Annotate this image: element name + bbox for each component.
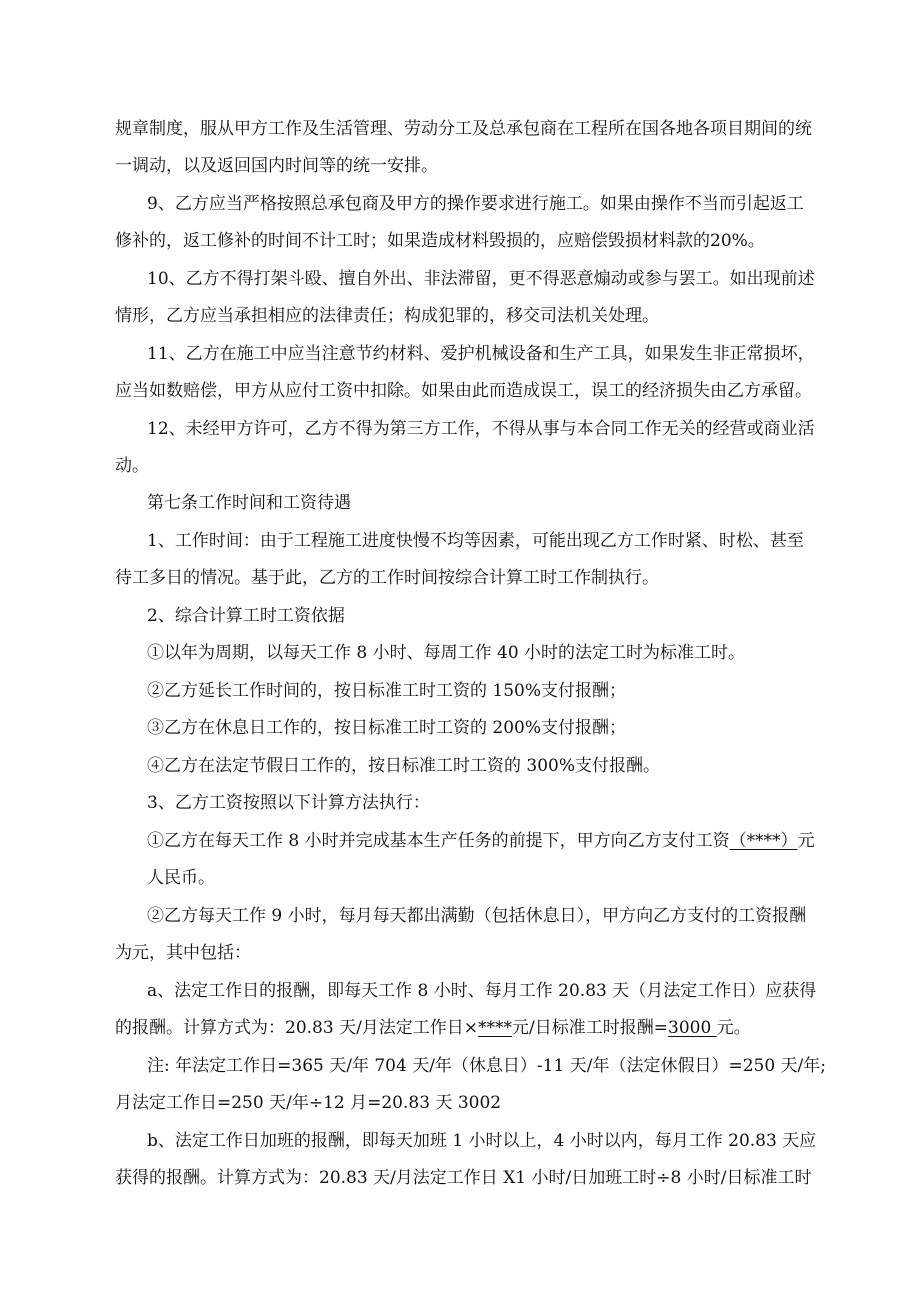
item-b-line: b、法定工作日加班的报酬，即每天加班 1 小时以上，4 小时以内，每月工作 20.83 天应 [147, 1131, 817, 1151]
clause-9-line: 修补的，返工修补的时间不计工时；如果造成材料毁损的，应赔偿毁损材料款的20%。 [115, 231, 765, 251]
work-time-line: 待工多日的情况。基于此，乙方的工作时间按综合计算工时工作制执行。 [115, 568, 659, 588]
wage-basis-item: ④乙方在法定节假日工作的，按日标准工时工资的 300%支付报酬。 [147, 756, 661, 776]
wage-calc-item-1 [147, 830, 920, 852]
clause-10-line: 10、乙方不得打架斗殴、擅自外出、非法滞留，更不得恶意煽动或参与罢工。如出现前述 [147, 269, 815, 289]
item-a-line [115, 1017, 920, 1039]
line-text: ①乙方在每天工作 8 小时并完成基本生产任务的前提下，甲方向乙方支付工资 [147, 831, 730, 851]
clause-11-line: 应当如数赔偿，甲方从应付工资中扣除。如果由此而造成误工，误工的经济损失由乙方承留。 [115, 381, 812, 401]
clause-12-line: 动。 [115, 456, 149, 476]
line-text: 的报酬。计算方式为：20.83 天/月法定工作日× [115, 1018, 479, 1038]
item-a-line: a、法定工作日的报酬，即每天工作 8 小时、每月工作 20.83 天（月法定工作日）应获得 [147, 981, 817, 1001]
wage-basis-heading: 2、综合计算工时工资依据 [147, 606, 345, 626]
wage-calc-item-1: 人民币。 [147, 868, 215, 888]
line-text: 元。 [716, 1018, 751, 1038]
clause-10-line: 情形，乙方应当承担相应的法律责任；构成犯罪的，移交司法机关处理。 [115, 306, 659, 326]
wage-amount-blank: （****） [729, 831, 798, 851]
wage-calc-item-2: ②乙方每天工作 9 小时，每月每天都出满勤（包括休息日），甲方向乙方支付的工资报酬 [147, 906, 807, 926]
paragraph-line: 一调动，以及返回国内时间等的统一安排。 [115, 156, 438, 176]
wage-basis-item: ②乙方延长工作时间的，按日标准工时工资的 150%支付报酬； [147, 681, 627, 701]
line-text: 元/日标准工时报酬= [512, 1018, 669, 1038]
wage-basis-item: ③乙方在休息日工作的，按日标准工时工资的 200%支付报酬； [147, 718, 627, 738]
article-7-heading: 第七条工作时间和工资待遇 [147, 493, 351, 513]
clause-11-line: 11、乙方在施工中应当注意节约材料、爱护机械设备和生产工具，如果发生非正常损坏， [147, 344, 815, 364]
wage-calc-heading: 3、乙方工资按照以下计算方法执行： [147, 793, 430, 813]
item-b-line: 获得的报酬。计算方式为：20.83 天/月法定工作日 X1 小时/日加班工时÷8 小时/日标准工时 [115, 1168, 812, 1188]
wage-basis-item: ①以年为周期，以每天工作 8 小时、每周工作 40 小时的法定工时为标准工时。 [147, 643, 746, 663]
clause-12-line: 12、未经甲方许可，乙方不得为第三方工作，不得从事与本合同工作无关的经营或商业活 [147, 419, 815, 439]
rate-blank: **** [478, 1018, 513, 1038]
note-line: 注: 年法定工作日=365 天/年 704 天/年（休息日）-11 天/年（法定休假日）=250 天/年; [147, 1056, 826, 1076]
line-text: 元 [797, 831, 815, 851]
paragraph-line: 规章制度，服从甲方工作及生活管理、劳动分工及总承包商在工程所在国各地各项目期间的统 [115, 119, 812, 139]
note-line: 月法定工作日=250 天/年÷12 月=20.83 天 3002 [115, 1093, 502, 1113]
clause-9-line: 9、乙方应当严格按照总承包商及甲方的操作要求进行施工。如果由操作不当而引起返工 [147, 194, 804, 214]
wage-calc-item-2: 为元，其中包括： [115, 943, 251, 963]
amount-blank: 3000 [668, 1018, 717, 1038]
work-time-line: 1、工作时间：由于工程施工进度快慢不均等因素，可能出现乙方工作时紧、时松、甚至 [147, 531, 804, 551]
